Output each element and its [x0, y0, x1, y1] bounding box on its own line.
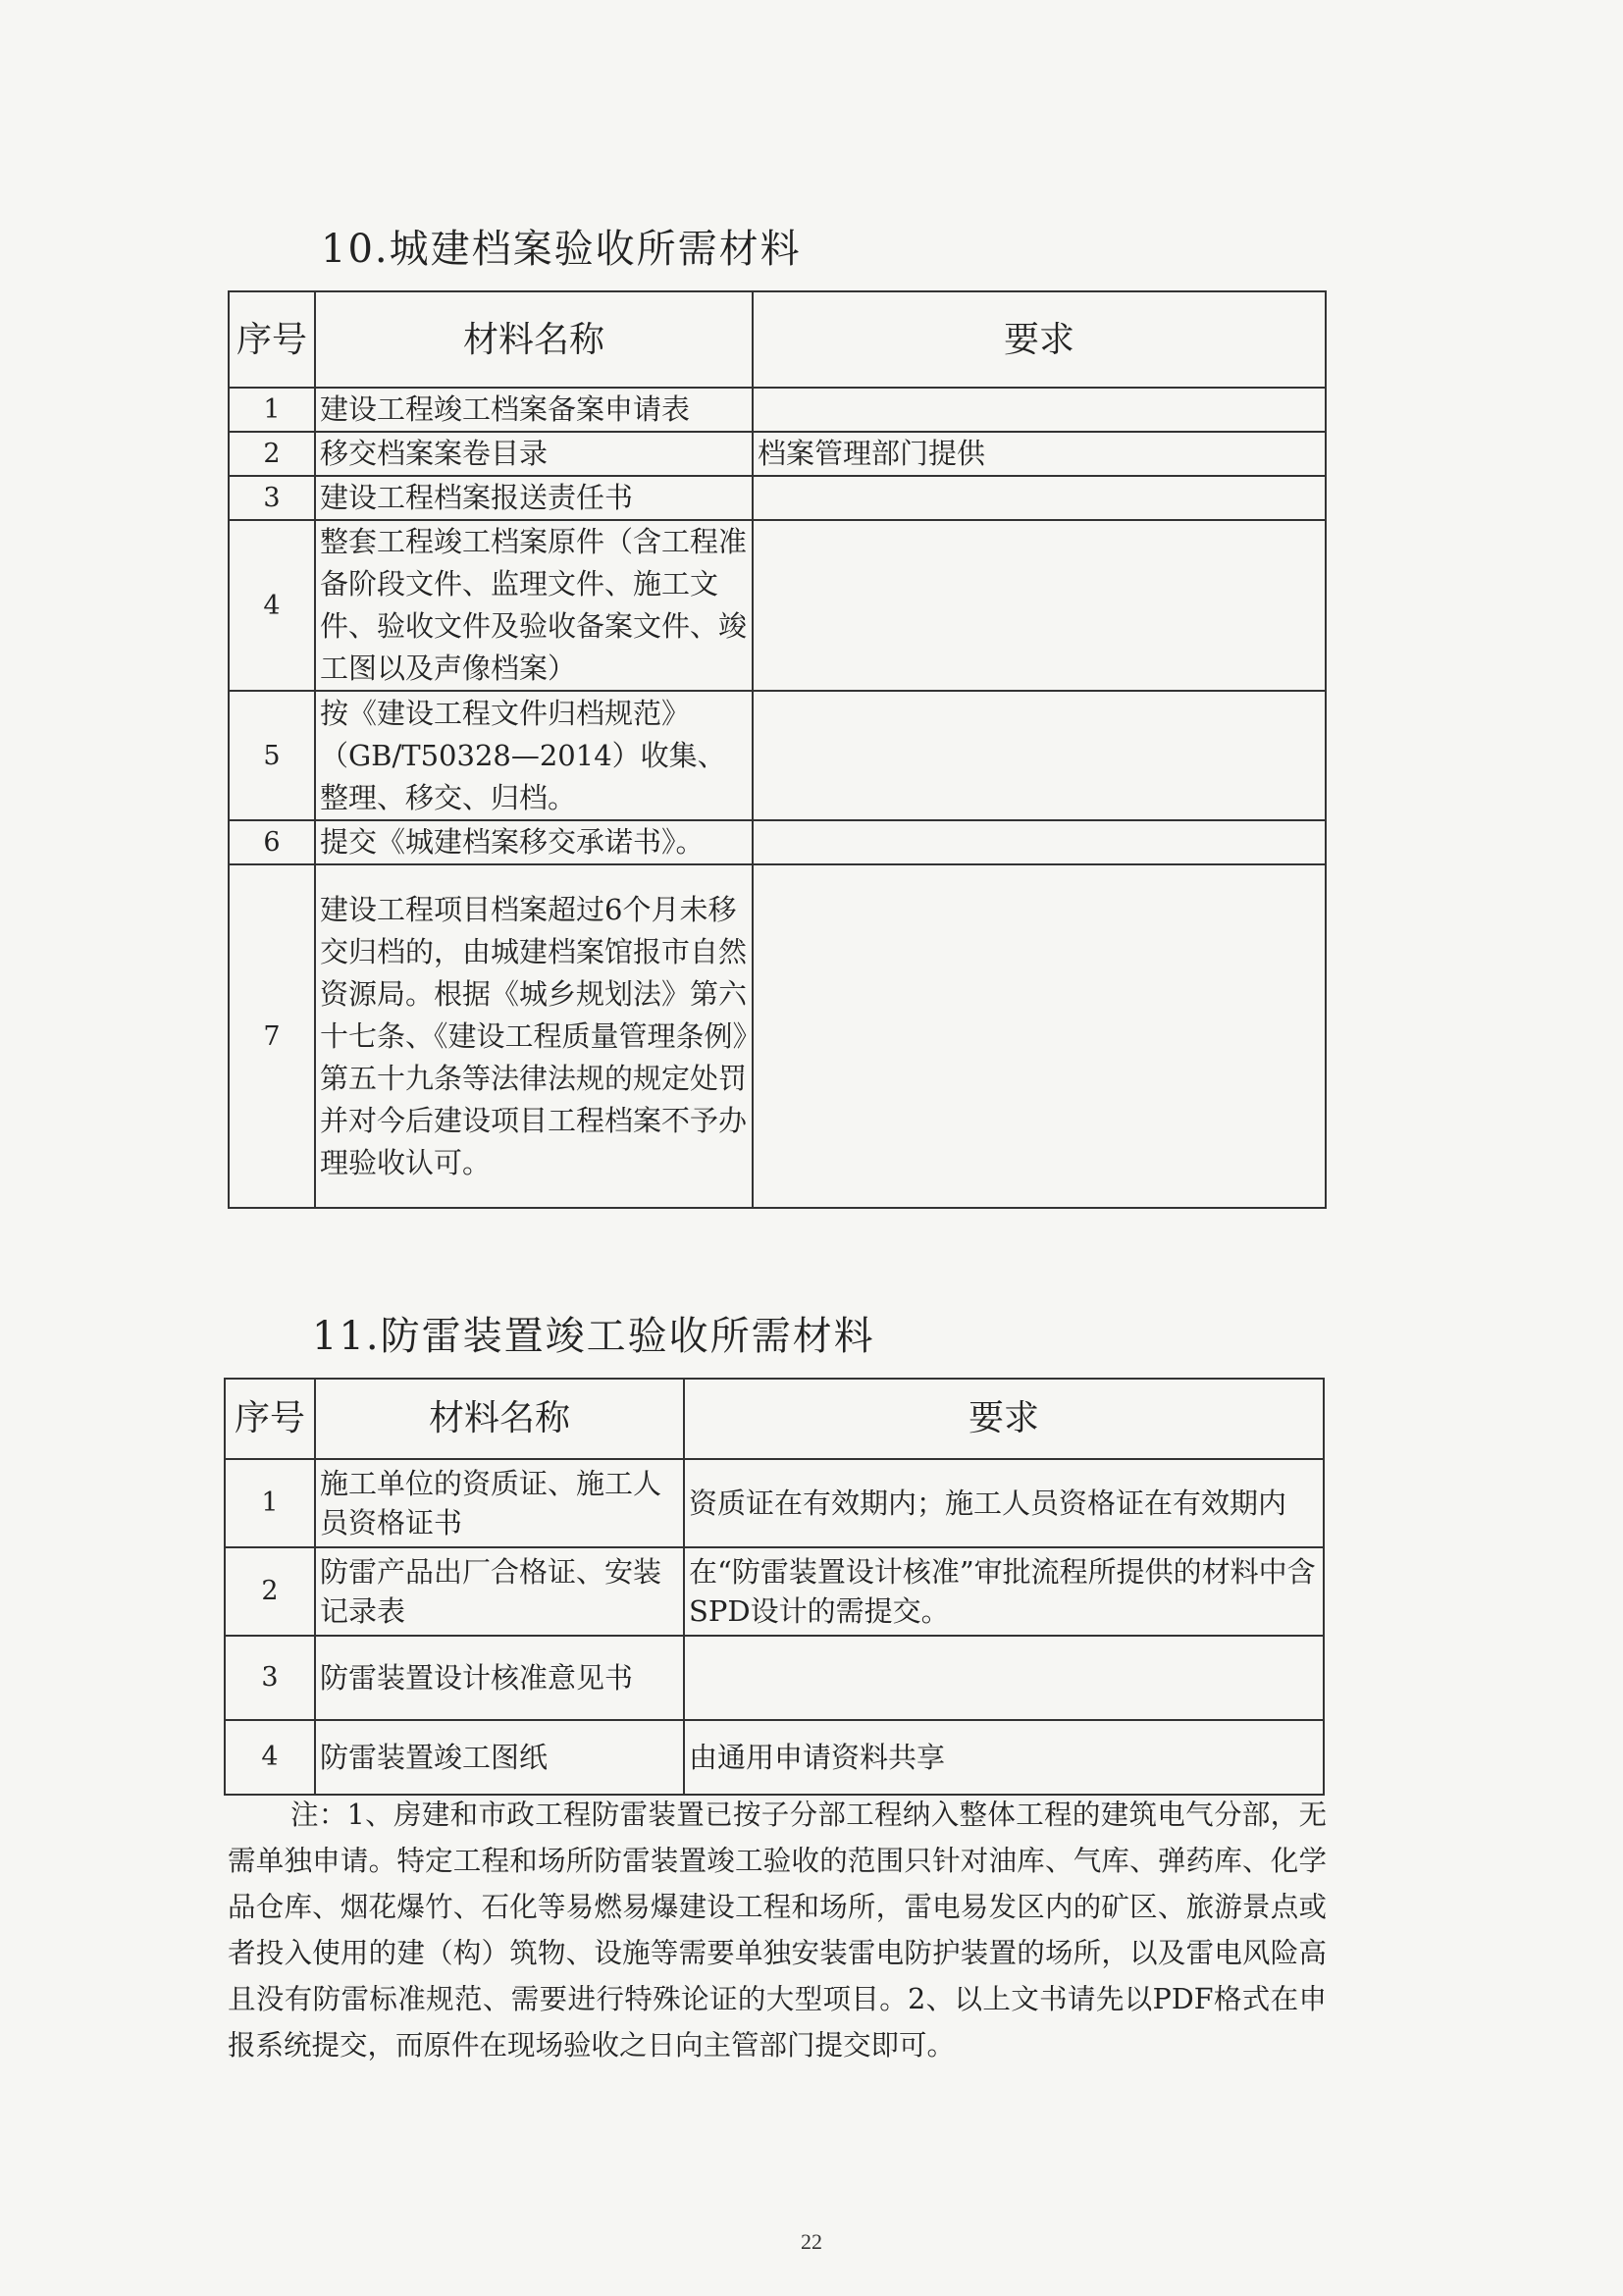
row-name: 整套工程竣工档案原件（含工程准备阶段文件、监理文件、施工文件、验收文件及验收备案文件、竣工图以及声像档案）	[315, 520, 753, 691]
row-requirement: 在“防雷装置设计核准”审批流程所提供的材料中含SPD设计的需提交。	[684, 1547, 1324, 1636]
row-requirement	[753, 520, 1326, 691]
row-name: 建设工程竣工档案备案申请表	[315, 388, 753, 432]
row-index: 3	[229, 476, 315, 520]
table-row	[229, 476, 1326, 520]
row-requirement	[753, 388, 1326, 432]
row-index: 3	[225, 1636, 315, 1720]
row-name: 按《建设工程文件归档规范》（GB/T50328—2014）收集、整理、移交、归档。	[315, 691, 753, 820]
row-index: 1	[225, 1459, 315, 1547]
table-row	[229, 864, 1326, 1208]
row-index: 7	[229, 864, 315, 1208]
section-11-title: 11.防雷装置竣工验收所需材料	[312, 1314, 875, 1359]
row-name: 建设工程档案报送责任书	[315, 476, 753, 520]
row-name: 施工单位的资质证、施工人员资格证书	[315, 1459, 684, 1547]
row-requirement: 资质证在有效期内；施工人员资格证在有效期内	[684, 1459, 1324, 1547]
section-11-table	[224, 1378, 1325, 1796]
row-name: 提交《城建档案移交承诺书》。	[315, 820, 753, 864]
table-header-row	[225, 1379, 1324, 1459]
row-requirement: 由通用申请资料共享	[684, 1720, 1324, 1795]
table-row	[225, 1547, 1324, 1636]
row-index: 4	[229, 520, 315, 691]
row-name: 防雷产品出厂合格证、安装记录表	[315, 1547, 684, 1636]
row-requirement	[753, 476, 1326, 520]
header-name: 材料名称	[315, 291, 753, 388]
row-name: 防雷装置竣工图纸	[315, 1720, 684, 1795]
table-row	[225, 1459, 1324, 1547]
row-index: 5	[229, 691, 315, 820]
row-name: 建设工程项目档案超过6个月未移交归档的，由城建档案馆报市自然资源局。根据《城乡规划法》第六十七条、《建设工程质量管理条例》第五十九条等法律法规的规定处罚并对今后建设项目工程档案不予办理验收认可。	[315, 864, 753, 1208]
row-index: 1	[229, 388, 315, 432]
row-requirement	[753, 691, 1326, 820]
header-requirement: 要求	[684, 1379, 1324, 1459]
header-index: 序号	[225, 1379, 315, 1459]
row-requirement	[684, 1636, 1324, 1720]
header-requirement: 要求	[753, 291, 1326, 388]
footnote: 注：1、房建和市政工程防雷装置已按子分部工程纳入整体工程的建筑电气分部，无需单独申请。特定工程和场所防雷装置竣工验收的范围只针对油库、气库、弹药库、化学品仓库、烟花爆竹、石化等易燃易爆建设工程和场所，雷电易发区内的矿区、旅游景点或者投入使用的建（构）筑物、设施等需要单独安装雷电防护装置的场所，以及雷电风险高且没有防雷标准规范、需要进行特殊论证的大型项目。2、以上文书请先以PDF格式在申报系统提交，而原件在现场验收之日向主管部门提交即可。	[228, 1799, 1327, 2061]
table-row	[225, 1636, 1324, 1720]
table-row	[225, 1720, 1324, 1795]
row-requirement	[753, 820, 1326, 864]
header-index: 序号	[229, 291, 315, 388]
section-10-title: 10.城建档案验收所需材料	[321, 227, 802, 272]
table-row	[229, 388, 1326, 432]
row-requirement	[753, 864, 1326, 1208]
row-index: 2	[225, 1547, 315, 1636]
row-name: 防雷装置设计核准意见书	[315, 1636, 684, 1720]
table-header-row	[229, 291, 1326, 388]
table-row	[229, 820, 1326, 864]
table-row	[229, 520, 1326, 691]
header-name: 材料名称	[315, 1379, 684, 1459]
row-index: 6	[229, 820, 315, 864]
table-row	[229, 432, 1326, 476]
table-row	[229, 691, 1326, 820]
page-number: 22	[801, 2229, 822, 2254]
section-10-table	[228, 290, 1327, 1209]
row-requirement: 档案管理部门提供	[753, 432, 1326, 476]
row-index: 2	[229, 432, 315, 476]
row-name: 移交档案案卷目录	[315, 432, 753, 476]
row-index: 4	[225, 1720, 315, 1795]
